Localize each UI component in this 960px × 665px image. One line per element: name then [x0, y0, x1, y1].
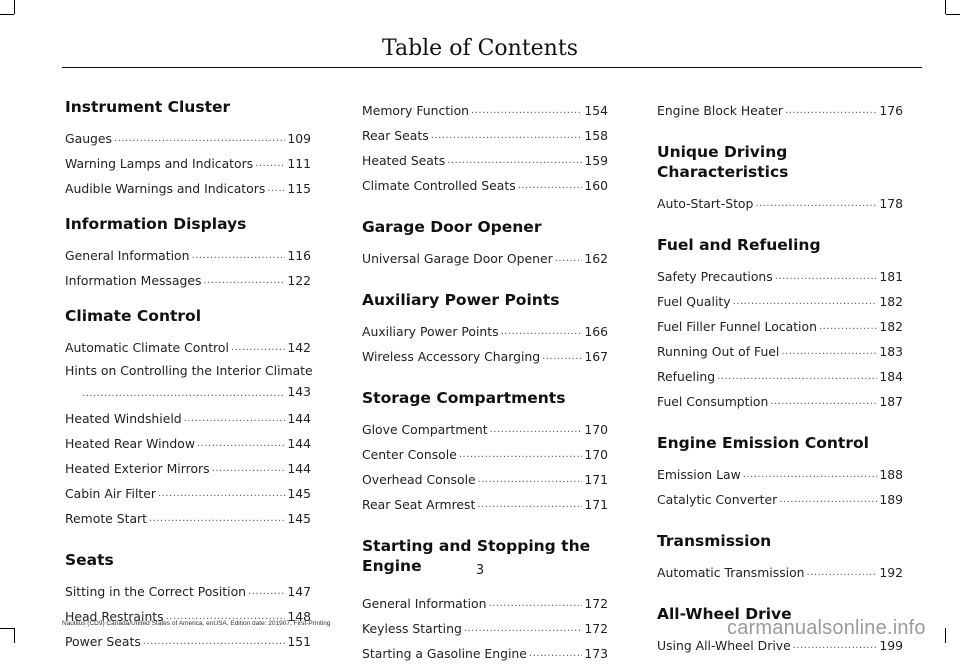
section-title: Starting and Stopping the Engine [362, 537, 591, 575]
toc-entry[interactable]: Starting a Gasoline Engine ..... 173 [362, 640, 608, 665]
toc-entry[interactable]: Universal Garage Door Opener ..... 162 [362, 245, 608, 270]
toc-section [657, 142, 903, 215]
toc-section [657, 97, 903, 122]
toc-entry[interactable]: Running Out of Fuel ..... 183 [657, 338, 903, 363]
toc-entry[interactable]: Heated Seats ..... 159 [362, 147, 608, 172]
toc-entry[interactable]: General Information ..... 116 [65, 242, 311, 267]
toc-entry[interactable]: Center Console ..... 170 [362, 441, 608, 466]
toc-entry[interactable]: Climate Controlled Seats ..... 160 [362, 172, 608, 197]
toc-entry[interactable]: Engine Block Heater ..... 176 [657, 97, 903, 122]
section-title: Transmission [657, 532, 772, 550]
toc-section [657, 235, 903, 413]
header-divider [62, 67, 922, 68]
toc-entry[interactable]: Automatic Transmission ..... 192 [657, 559, 903, 584]
toc-entry[interactable]: Sitting in the Correct Position ..... 147 [65, 578, 311, 603]
section-title: Climate Control [65, 307, 202, 325]
toc-entry[interactable]: Auxiliary Power Points ..... 166 [362, 318, 608, 343]
section-title: Information Displays [65, 215, 247, 233]
crop-mark [14, 0, 15, 14]
toc-entry[interactable]: Auto-Start-Stop ..... 178 [657, 190, 903, 215]
crop-mark [945, 0, 946, 14]
section-title: Seats [65, 551, 114, 569]
toc-entry[interactable]: Heated Windshield ..... 144 [65, 405, 311, 430]
page-number: 3 [475, 563, 485, 578]
section-title: Engine Emission Control [657, 434, 869, 452]
section-title: All-Wheel Drive [657, 605, 792, 623]
footer-edition-text: Nautilus (CD9) Canada/United States of America, enUSA, Edition date: 201907, First-Printing [62, 620, 331, 627]
crop-mark [14, 628, 15, 643]
toc-entry[interactable]: Power Seats ..... 151 [65, 628, 311, 653]
toc-section [362, 217, 608, 270]
crop-mark [945, 628, 946, 643]
toc-entry[interactable]: Overhead Console ..... 171 [362, 466, 608, 491]
toc-entry[interactable]: Cabin Air Filter ..... 145 [65, 480, 311, 505]
toc-section [657, 433, 903, 511]
toc-section [362, 388, 608, 516]
toc-entry[interactable]: Rear Seat Armrest ..... 171 [362, 491, 608, 516]
toc-entry[interactable]: Gauges ..... 109 [65, 125, 311, 150]
toc-section [65, 214, 311, 292]
section-title: Garage Door Opener [362, 218, 542, 236]
toc-section [362, 97, 608, 197]
toc-section [362, 536, 608, 665]
toc-entry[interactable]: Fuel Consumption ..... 187 [657, 388, 903, 413]
crop-mark [946, 14, 960, 15]
toc-entry[interactable]: Automatic Climate Control ..... 142 [65, 334, 311, 359]
section-title: Storage Compartments [362, 389, 566, 407]
toc-entry[interactable]: Wireless Accessory Charging ..... 167 [362, 343, 608, 368]
toc-entry[interactable]: Catalytic Converter ..... 189 [657, 486, 903, 511]
page-title: Table of Contents [381, 36, 578, 61]
toc-entry[interactable]: Heated Rear Window ..... 144 [65, 430, 311, 455]
toc-column-2 [362, 97, 608, 665]
toc-section [65, 306, 311, 530]
toc-entry[interactable]: Heated Exterior Mirrors ..... 144 [65, 455, 311, 480]
toc-entry[interactable]: Safety Precautions ..... 181 [657, 263, 903, 288]
section-title: Auxiliary Power Points [362, 291, 560, 309]
section-title: Fuel and Refueling [657, 236, 821, 254]
watermark: carmanualsonline.info [727, 617, 926, 639]
toc-entry[interactable]: Memory Function ..... 154 [362, 97, 608, 122]
crop-mark [0, 628, 14, 629]
toc-entry[interactable]: Emission Law ..... 188 [657, 461, 903, 486]
toc-entry[interactable]: Hints on Controlling the Interior Climate ..... 143 [65, 359, 311, 405]
toc-entry[interactable]: Warning Lamps and Indicators ..... 111 [65, 150, 311, 175]
toc-entry[interactable]: Keyless Starting ..... 172 [362, 615, 608, 640]
toc-entry[interactable]: Head Restraints ..... 148 [65, 603, 311, 628]
toc-entry[interactable]: Using All-Wheel Drive ..... 199 [657, 632, 903, 657]
toc-entry[interactable]: Fuel Filler Funnel Location ..... 182 [657, 313, 903, 338]
crop-mark [0, 14, 14, 15]
toc-entry[interactable]: Audible Warnings and Indicators ..... 115 [65, 175, 311, 200]
toc-entry[interactable]: Information Messages ..... 122 [65, 267, 311, 292]
toc-entry[interactable]: Fuel Quality ..... 182 [657, 288, 903, 313]
section-title: Unique Driving Characteristics [657, 143, 789, 181]
toc-entry[interactable]: Rear Seats ..... 158 [362, 122, 608, 147]
toc-entry[interactable]: Refueling ..... 184 [657, 363, 903, 388]
toc-entry[interactable]: Remote Start ..... 145 [65, 505, 311, 530]
toc-entry[interactable]: General Information ..... 172 [362, 590, 608, 615]
toc-section [362, 290, 608, 368]
section-title: Instrument Cluster [65, 98, 231, 116]
toc-entry[interactable]: Glove Compartment ..... 170 [362, 416, 608, 441]
toc-section [65, 97, 311, 200]
